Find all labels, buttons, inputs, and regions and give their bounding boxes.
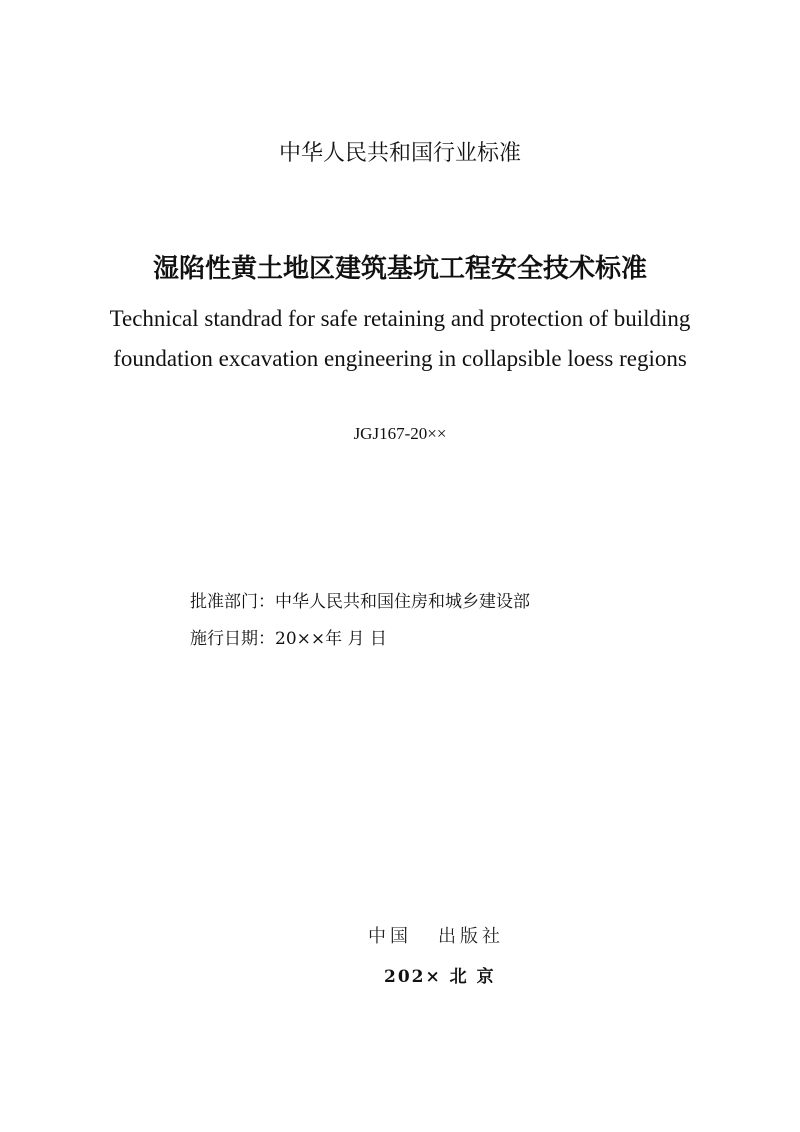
english-title-line-1: Technical standrad for safe retaining and protection of building [109, 306, 691, 331]
publisher-name-part-2: 出版社 [438, 926, 504, 947]
publisher-name-part-1: 中国 [368, 926, 412, 947]
english-title-line-2: foundation excavation engineering in collapsible loess regions [113, 346, 687, 371]
publisher [368, 922, 504, 948]
standard-code: JGJ167-20×× [353, 424, 447, 443]
chinese-title: 湿陷性黄土地区建筑基坑工程安全技术标准 [152, 254, 647, 284]
approval-department: 批准部门：中华人民共和国住房和城乡建设部 [190, 592, 530, 612]
effective-date: 施行日期：20××年 月 日 [190, 629, 387, 649]
industry-standard-heading: 中华人民共和国行业标准 [278, 141, 521, 166]
publication-year-place: 202× 北 京 [384, 967, 496, 987]
